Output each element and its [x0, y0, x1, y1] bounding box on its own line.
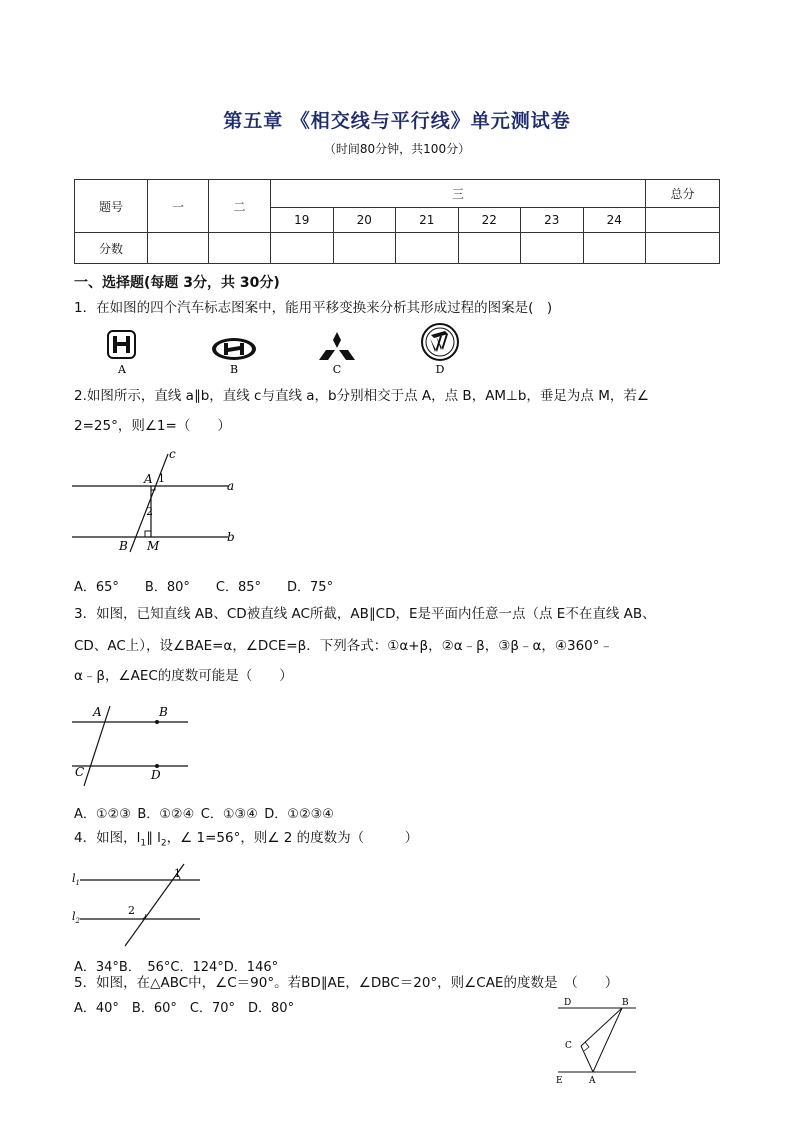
line-l2-subscript: 2 [160, 838, 167, 849]
label-b: B [622, 998, 629, 1008]
question-5-figure [552, 994, 646, 1086]
label-d: D [151, 768, 161, 782]
score-cell [521, 233, 584, 264]
score-cell [646, 233, 720, 264]
score-cell [333, 233, 396, 264]
question-3-figure [70, 698, 200, 788]
score-table-sub-23: 23 [521, 208, 584, 233]
option-label-c: C [332, 363, 342, 376]
score-table-sub-21: 21 [396, 208, 459, 233]
page-title: 第五章 《相交线与平行线》单元测试卷 [223, 110, 571, 132]
honda-logo-icon [108, 331, 135, 358]
question-2-options: A．65° B．80° C．85° D．75° [74, 580, 334, 595]
score-table-sub-19: 19 [271, 208, 334, 233]
score-table-total: 总分 [646, 180, 720, 208]
label-a-line: a [227, 479, 235, 493]
score-cell [209, 233, 271, 264]
score-cell [583, 233, 646, 264]
label-c: c [169, 447, 176, 461]
score-table-col-3: 三 [271, 180, 646, 208]
label-c: C [565, 1041, 572, 1051]
question-5-text: 5．如图，在△ABC中，∠C＝90°。若BD∥AE，∠DBC＝20°，则∠CAE的度数是 （ ） [74, 975, 619, 991]
label-a: A [589, 1076, 596, 1086]
question-3-line-2: CD、AC上），设∠BAE=α，∠DCE=β．下列各式：①α+β，②α﹣β，③β﹣α，④360°﹣ [74, 638, 613, 654]
label-c: C [75, 765, 85, 779]
line-l1: l [136, 830, 141, 846]
score-table-empty-cell [646, 208, 720, 233]
label-a: A [93, 705, 102, 719]
question-2-line-2: 2=25°，则∠1=（ ） [74, 418, 231, 434]
section-heading: 一、选择题(每题 3分，共 30分) [74, 275, 280, 291]
score-table-row-label: 分数 [75, 233, 148, 264]
page-subtitle: （时间80分钟，共100分） [323, 142, 471, 156]
angle-1-label: 1 [174, 867, 181, 880]
question-1-text: 1．在如图的四个汽车标志图案中，能用平移变换来分析其形成过程的图案是( ) [74, 300, 553, 316]
question-4-suffix: ，∠ 1=56°，则∠ 2 的度数为（ ） [166, 830, 419, 846]
angle-2-label: 2 [128, 904, 135, 917]
label-e: E [556, 1076, 563, 1086]
option-label-d: D [435, 363, 445, 376]
label-l1: $l_1$ [72, 872, 80, 887]
line-l1-subscript: 1 [140, 838, 147, 849]
score-table-sub-24: 24 [583, 208, 646, 233]
score-cell [271, 233, 334, 264]
score-table-header-label: 题号 [75, 180, 148, 233]
score-table-sub-22: 22 [458, 208, 521, 233]
option-label-a: A [118, 363, 126, 376]
question-3-options: A．①②③ B．①②④ C．①③④ D．①②③④ [74, 807, 334, 822]
label-b-point: B [119, 539, 128, 553]
question-4-text [74, 830, 418, 853]
question-3-line-3: α﹣β，∠AEC的度数可能是（ ） [74, 668, 293, 684]
angle-2-label: 2 [146, 505, 153, 518]
question-4-options: A．34°B． 56°C．124°D．146° [74, 960, 279, 975]
line-l2: l [152, 830, 161, 846]
parallel-symbol: ∥ [146, 830, 153, 846]
question-3-line-1: 3．如图，已知直线 AB、CD被直线 AC所截，AB∥CD，E是平面内任意一点（点 E不在直线 AB、 [74, 606, 656, 622]
question-2-line-1: 2.如图所示，直线 a∥b，直线 c与直线 a，b分别相交于点 A，点 B，AM⊥b，垂足为点 M，若∠ [74, 388, 649, 404]
score-cell [396, 233, 459, 264]
label-b-line: b [227, 530, 235, 544]
score-table-col-2: 二 [209, 180, 271, 233]
mitsubishi-logo-icon [319, 332, 355, 360]
label-d: D [564, 998, 572, 1008]
label-b: B [159, 705, 168, 719]
label-m: M [147, 539, 160, 553]
question-2-figure [70, 446, 250, 556]
score-table [74, 179, 720, 264]
label-l2: $l_2$ [72, 910, 80, 925]
buick-logo-icon [422, 324, 458, 360]
score-cell [148, 233, 209, 264]
question-1-logos [100, 322, 460, 378]
score-table-sub-20: 20 [333, 208, 396, 233]
question-4-prefix: 4．如图， [74, 830, 137, 846]
label-a-point: A [144, 472, 153, 486]
score-table-col-1: 一 [148, 180, 209, 233]
angle-1-label: 1 [158, 472, 165, 485]
question-4-figure [70, 862, 210, 952]
hyundai-logo-icon [212, 338, 256, 360]
score-cell [458, 233, 521, 264]
option-label-b: B [229, 363, 239, 376]
question-5-options: A．40° B．60° C．70° D．80° [74, 1001, 295, 1016]
